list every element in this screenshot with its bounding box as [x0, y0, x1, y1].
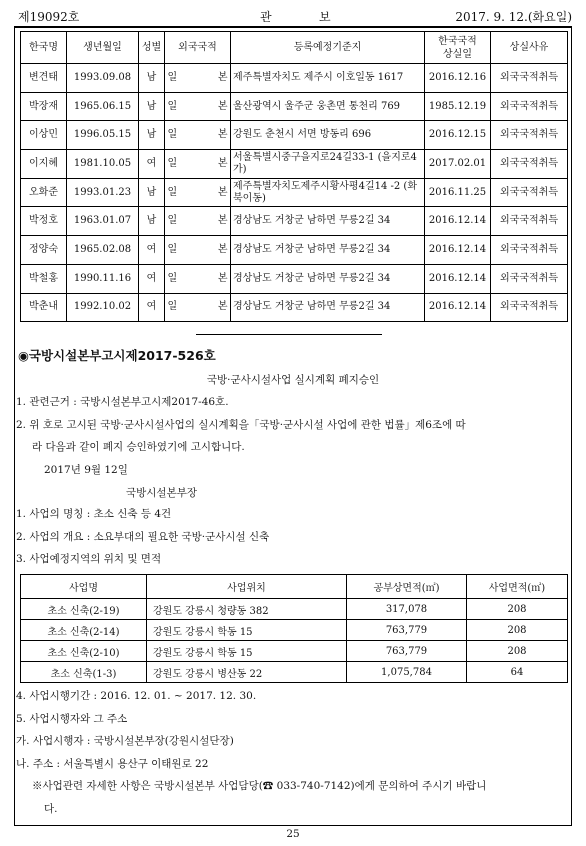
notice-date: 2017년 9월 12일 [44, 464, 128, 476]
birthdate-cell: 1996.05.15 [67, 121, 139, 150]
korean-name-cell: 이지혜 [21, 150, 67, 179]
table-row [21, 293, 568, 322]
address-cell: 경상남도 거창군 남하면 무릉2길 34 [231, 264, 425, 293]
notice-signer: 국방시설본부장 [126, 487, 198, 499]
section-4: 4. 사업시행기간 : 2016. 12. 01. ~ 2017. 12. 30. [16, 690, 257, 702]
korean-name-cell: 변견태 [21, 64, 67, 93]
loss-reason-cell: 외국국적취득 [491, 150, 568, 179]
nationality-text: 일 본 [167, 157, 228, 169]
col-project-location: 사업위치 [147, 575, 347, 599]
nationality-cell [165, 150, 231, 179]
table-row [21, 236, 568, 265]
registry-header-row [21, 32, 568, 64]
section-divider [196, 334, 382, 335]
birthdate-cell: 1965.02.08 [67, 236, 139, 265]
loss-date-cell: 1985.12.19 [425, 92, 491, 121]
nationality-cell [165, 236, 231, 265]
nationality-text: 일 본 [167, 71, 228, 83]
section-5: 5. 사업시행자와 그 주소 [16, 713, 128, 725]
page-header [14, 8, 574, 26]
table-row [21, 620, 568, 641]
section-1: 1. 사업의 명칭 : 초소 신축 등 4건 [16, 508, 172, 520]
nationality-text: 일 본 [167, 186, 228, 198]
address-cell: 서울특별시중구을지로24길33-1 (을지로4가) [231, 150, 425, 179]
table-row [21, 178, 568, 207]
table-row [21, 121, 568, 150]
korean-name-cell: 박정호 [21, 207, 67, 236]
loss-date-cell: 2016.12.14 [425, 207, 491, 236]
notice-title: ◉국방시설본부고시제2017-526호 [18, 348, 216, 363]
loss-reason-cell: 외국국적취득 [491, 121, 568, 150]
nationality-text: 일 본 [167, 215, 228, 227]
col-official-area: 공부상면적(㎡) [347, 575, 467, 599]
korean-name-cell: 이상민 [21, 121, 67, 150]
loss-date-cell: 2016.12.16 [425, 64, 491, 93]
nationality-text: 일 본 [167, 129, 228, 141]
official-area-cell: 317,078 [347, 599, 467, 620]
loss-date-cell: 2017.02.01 [425, 150, 491, 179]
table-row [21, 599, 568, 620]
col-korean-name: 한국명 [21, 32, 67, 64]
section-2: 2. 사업의 개요 : 소요부대의 필요한 국방·군사시설 신축 [16, 531, 270, 543]
address-cell: 경상남도 거창군 남하면 무릉2길 34 [231, 236, 425, 265]
loss-reason-cell: 외국국적취득 [491, 207, 568, 236]
notice-item-1: 1. 관련근거 : 국방시설본부고시제2017-46호. [16, 396, 229, 408]
birthdate-cell: 1963.01.07 [67, 207, 139, 236]
nationality-text: 일 본 [167, 243, 228, 255]
loss-date-cell: 2016.11.25 [425, 178, 491, 207]
address-cell: 제주특별자치도 제주시 이호일동 1617 [231, 64, 425, 93]
col-project-area: 사업면적(㎡) [467, 575, 568, 599]
contact-note-line1: ※사업관련 자세한 사항은 국방시설본부 사업담당(☎ 033-740-7142)에게 문의하여 주시기 바랍니 [32, 780, 487, 792]
korean-name-cell: 박장재 [21, 92, 67, 121]
issue-date: 2017. 9. 12.(화요일) [455, 10, 572, 24]
project-header-row [21, 575, 568, 599]
project-area-cell: 208 [467, 620, 568, 641]
loss-date-cell: 2016.12.14 [425, 293, 491, 322]
table-row [21, 641, 568, 662]
loss-reason-cell: 외국국적취득 [491, 236, 568, 265]
korean-name-cell: 박춘내 [21, 293, 67, 322]
col-project-name: 사업명 [21, 575, 147, 599]
project-location-cell: 강원도 강릉시 청량동 382 [147, 599, 347, 620]
section-5a: 가. 사업시행자 : 국방시설본부장(강원시설단장) [16, 735, 234, 747]
table-row [21, 207, 568, 236]
official-area-cell: 763,779 [347, 620, 467, 641]
notice-item-2b: 라 다음과 같이 폐지 승인하였기에 고시합니다. [32, 441, 245, 453]
loss-reason-cell: 외국국적취득 [491, 293, 568, 322]
loss-reason-cell: 외국국적취득 [491, 64, 568, 93]
official-area-cell: 763,779 [347, 641, 467, 662]
official-area-cell: 1,075,784 [347, 662, 467, 683]
korean-name-cell: 오화준 [21, 178, 67, 207]
loss-date-cell: 2016.12.15 [425, 121, 491, 150]
sex-cell: 여 [139, 236, 165, 265]
loss-date-cell: 2016.12.14 [425, 264, 491, 293]
issue-number: 제19092호 [18, 10, 80, 24]
sex-cell: 남 [139, 178, 165, 207]
loss-reason-cell: 외국국적취득 [491, 264, 568, 293]
notice-item-2a: 2. 위 호로 고시된 국방·군사시설사업의 실시계획을「국방·군사시설 사업에 관한 법률」제6조에 따 [16, 419, 466, 431]
table-row [21, 64, 568, 93]
nationality-cell [165, 264, 231, 293]
table-row [21, 662, 568, 683]
sex-cell: 남 [139, 92, 165, 121]
project-name-cell: 초소 신축(1-3) [21, 662, 147, 683]
col-registration-address: 등록예정기준지 [231, 32, 425, 64]
loss-reason-cell: 외국국적취득 [491, 178, 568, 207]
sex-cell: 남 [139, 121, 165, 150]
address-cell: 경상남도 거창군 남하면 무릉2길 34 [231, 293, 425, 322]
table-row [21, 92, 568, 121]
nationality-text: 일 본 [167, 301, 228, 313]
project-area-cell: 208 [467, 641, 568, 662]
sex-cell: 여 [139, 150, 165, 179]
section-3: 3. 사업예정지역의 위치 및 면적 [16, 553, 162, 565]
project-location-cell: 강원도 강릉시 학동 15 [147, 641, 347, 662]
notice-subtitle: 국방·군사시설사업 실시계획 폐지승인 [206, 374, 380, 386]
col-birthdate: 생년월일 [67, 32, 139, 64]
gazette-title-right: 보 [319, 10, 331, 24]
birthdate-cell: 1993.01.23 [67, 178, 139, 207]
project-table [20, 574, 568, 683]
address-cell: 제주특별자치도제주시황사평4길14 -2 (화북이동) [231, 178, 425, 207]
birthdate-cell: 1992.10.02 [67, 293, 139, 322]
section-5b: 나. 주소 : 서울특별시 용산구 이태원로 22 [16, 758, 209, 770]
col-sex: 성별 [139, 32, 165, 64]
korean-name-cell: 박철홍 [21, 264, 67, 293]
project-area-cell: 64 [467, 662, 568, 683]
col-loss-reason: 상실사유 [491, 32, 568, 64]
loss-reason-cell: 외국국적취득 [491, 92, 568, 121]
project-area-cell: 208 [467, 599, 568, 620]
nationality-cell [165, 121, 231, 150]
col-loss-date: 한국국적 상실일 [425, 32, 491, 64]
nationality-text: 일 본 [167, 272, 228, 284]
nationality-cell [165, 178, 231, 207]
sex-cell: 여 [139, 293, 165, 322]
address-cell: 울산광역시 울주군 웅촌면 통천리 769 [231, 92, 425, 121]
loss-date-cell: 2016.12.14 [425, 236, 491, 265]
project-location-cell: 강원도 강릉시 병산동 22 [147, 662, 347, 683]
sex-cell: 여 [139, 264, 165, 293]
contact-note-line2: 다. [44, 803, 58, 815]
nationality-cell [165, 293, 231, 322]
birthdate-cell: 1965.06.15 [67, 92, 139, 121]
birthdate-cell: 1990.11.16 [67, 264, 139, 293]
address-cell: 강원도 춘천시 서면 방동리 696 [231, 121, 425, 150]
korean-name-cell: 정양숙 [21, 236, 67, 265]
nationality-text: 일 본 [167, 100, 228, 112]
birthdate-cell: 1993.09.08 [67, 64, 139, 93]
table-row [21, 264, 568, 293]
col-foreign-nationality: 외국국적 [165, 32, 231, 64]
project-name-cell: 초소 신축(2-19) [21, 599, 147, 620]
nationality-cell [165, 64, 231, 93]
project-location-cell: 강원도 강릉시 학동 15 [147, 620, 347, 641]
table-row [21, 150, 568, 179]
address-cell: 경상남도 거창군 남하면 무릉2길 34 [231, 207, 425, 236]
registry-table [20, 31, 568, 322]
nationality-cell [165, 92, 231, 121]
nationality-cell [165, 207, 231, 236]
birthdate-cell: 1981.10.05 [67, 150, 139, 179]
sex-cell: 남 [139, 207, 165, 236]
page-number: 25 [286, 828, 300, 840]
gazette-title-left: 관 [260, 10, 275, 24]
sex-cell: 남 [139, 64, 165, 93]
project-name-cell: 초소 신축(2-14) [21, 620, 147, 641]
project-name-cell: 초소 신축(2-10) [21, 641, 147, 662]
